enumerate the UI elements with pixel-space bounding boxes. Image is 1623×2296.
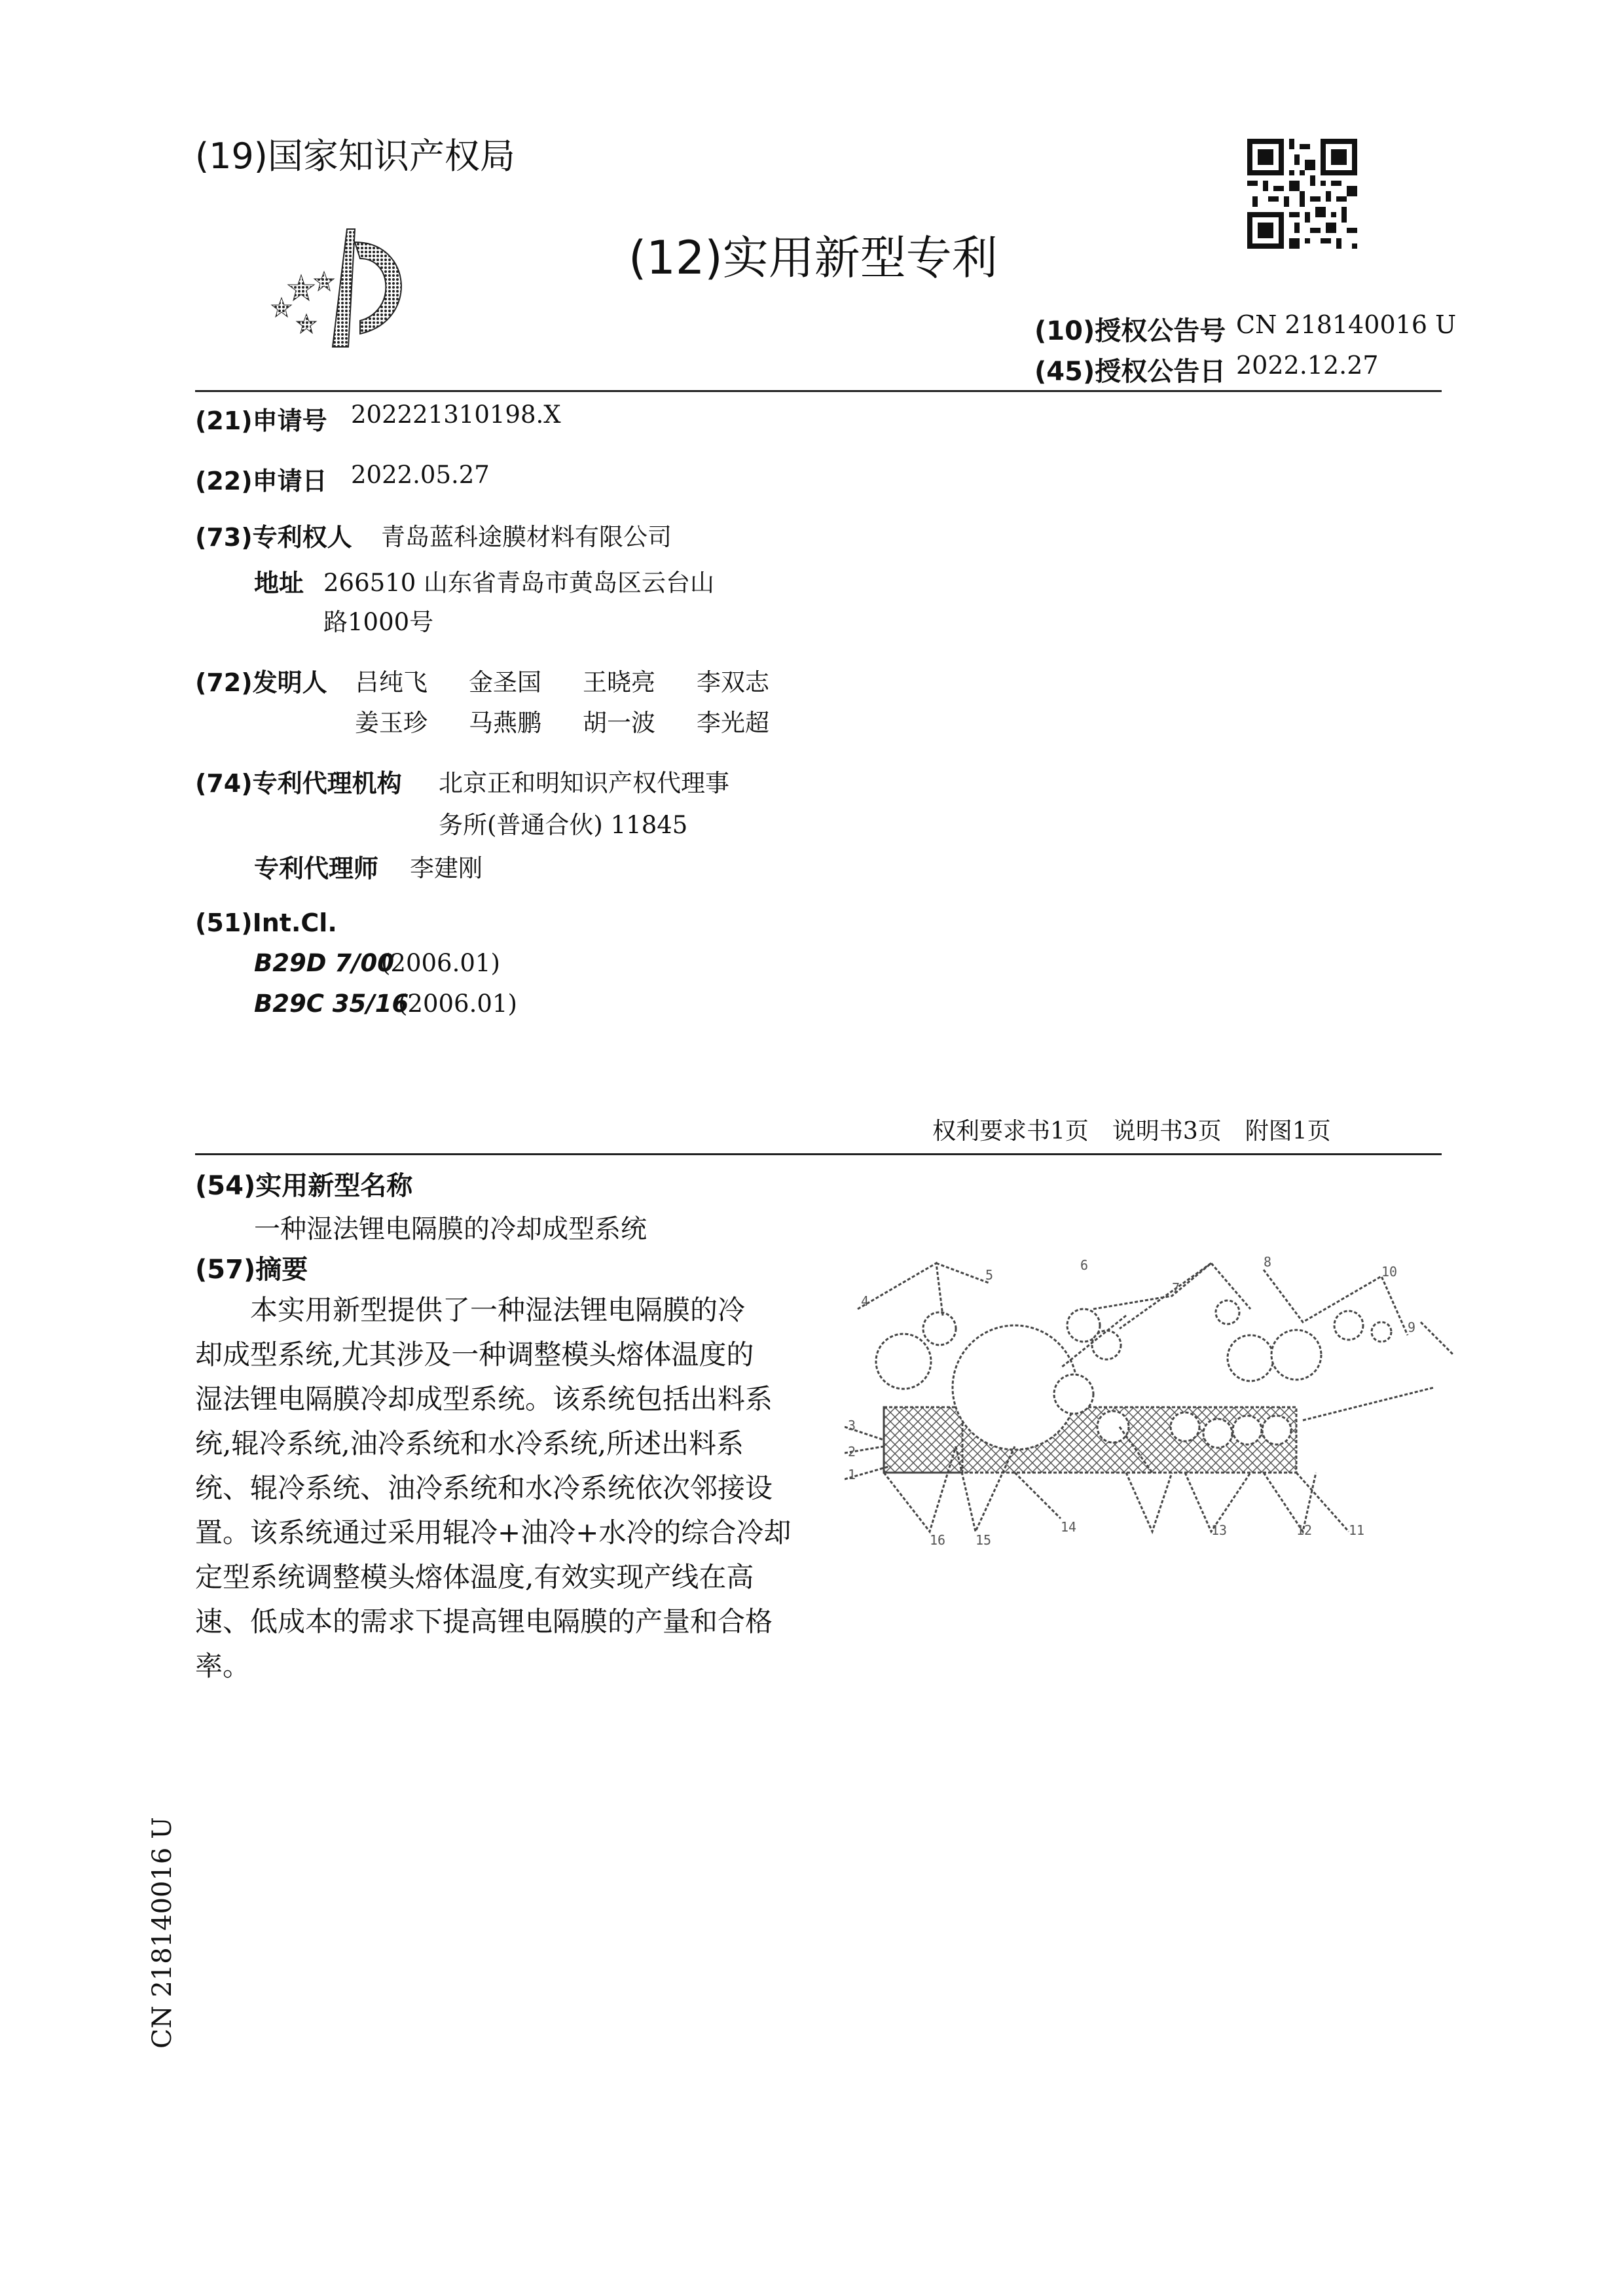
inventor-name: 王晓亮	[583, 668, 655, 696]
patentee-label: (73)专利权人	[195, 523, 352, 552]
figure-label: 8	[1264, 1257, 1272, 1270]
figure-label: 13	[1211, 1522, 1228, 1538]
figure-label: 6	[1080, 1257, 1089, 1273]
figure-label: 2	[848, 1444, 856, 1460]
abstract-line: 统,辊冷系统,油冷系统和水冷系统,所述出料系	[195, 1427, 744, 1460]
figure-label: 1	[848, 1467, 856, 1482]
intcl-version: (2006.01)	[398, 990, 517, 1018]
figure-label: 15	[976, 1532, 992, 1548]
figure-label: 9	[1408, 1319, 1416, 1335]
cooling-tank	[884, 1407, 1296, 1473]
agency-line-2: 务所(普通合伙) 11845	[439, 811, 688, 839]
qr-code-icon	[1247, 139, 1357, 249]
abstract-line: 定型系统调整模头熔体温度,有效实现产线在高	[195, 1561, 754, 1593]
abstract-line: 速、低成本的需求下提高锂电隔膜的产量和合格	[195, 1605, 773, 1638]
office-name: (19)国家知识产权局	[195, 135, 515, 177]
document-type: (12)实用新型专利	[629, 231, 998, 285]
intcl-label: (51)Int.Cl.	[195, 908, 337, 937]
app-date-value: 2022.05.27	[351, 461, 490, 489]
header-divider	[195, 390, 1442, 392]
inventor-name: 马燕鹏	[469, 709, 541, 737]
agent-label: 专利代理师	[254, 854, 379, 883]
abstract-line: 湿法锂电隔膜冷却成型系统。该系统包括出料系	[195, 1383, 773, 1415]
inventors-label: (72)发明人	[195, 668, 327, 697]
agency-label: (74)专利代理机构	[195, 769, 402, 798]
figure-label: 3	[848, 1418, 856, 1433]
intcl-code: B29D 7/00	[254, 949, 395, 977]
app-no-value: 202221310198.X	[351, 401, 561, 429]
title-label: (54)实用新型名称	[195, 1171, 413, 1201]
inventor-name: 姜玉珍	[355, 709, 428, 737]
abstract-label: (57)摘要	[195, 1255, 308, 1285]
side-publication-number: CN 218140016 U	[147, 1817, 177, 2049]
abstract-line: 却成型系统,尤其涉及一种调整模头熔体温度的	[195, 1338, 754, 1371]
inventor-name: 李双志	[697, 668, 769, 696]
figure-label: 12	[1296, 1522, 1313, 1538]
figure-label: 4	[861, 1293, 869, 1309]
abstract-line: 统、辊冷系统、油冷系统和水冷系统依次邻接设	[195, 1472, 773, 1504]
inventor-name: 胡一波	[583, 709, 655, 737]
utility-model-title: 一种湿法锂电隔膜的冷却成型系统	[254, 1214, 647, 1244]
figure-label: 10	[1381, 1264, 1398, 1280]
pub-date-label: (45)授权公告日	[1034, 357, 1226, 387]
abstract-line: 置。该系统通过采用辊冷+油冷+水冷的综合冷却	[195, 1516, 792, 1549]
figure-label: 5	[985, 1267, 994, 1283]
pub-no-label: (10)授权公告号	[1034, 316, 1226, 346]
inventor-name: 李光超	[697, 709, 769, 737]
address-line-1: 266510 山东省青岛市黄岛区云台山	[323, 569, 715, 597]
abstract-line: 率。	[195, 1650, 251, 1682]
pub-no-value: CN 218140016 U	[1236, 310, 1457, 339]
pages-summary: 权利要求书1页 说明书3页 附图1页	[932, 1118, 1331, 1145]
app-no-label: (21)申请号	[195, 406, 327, 435]
agent-value: 李建刚	[410, 854, 483, 882]
figure-label: 16	[930, 1532, 946, 1548]
section-divider	[195, 1153, 1442, 1155]
pub-date-value: 2022.12.27	[1236, 351, 1379, 380]
app-date-label: (22)申请日	[195, 467, 327, 495]
inventor-name: 金圣国	[469, 668, 541, 696]
abstract-figure	[845, 1257, 1453, 1564]
intcl-version: (2006.01)	[381, 949, 500, 977]
intcl-code: B29C 35/16	[254, 990, 409, 1018]
inventor-name: 吕纯飞	[355, 668, 428, 696]
figure-label: 14	[1061, 1519, 1077, 1535]
address-line-2: 路1000号	[323, 608, 434, 636]
figure-label: 7	[1172, 1280, 1180, 1296]
agency-line-1: 北京正和明知识产权代理事	[439, 769, 729, 797]
abstract-line: 本实用新型提供了一种湿法锂电隔膜的冷	[195, 1294, 746, 1326]
figure-label: 11	[1349, 1522, 1365, 1538]
address-label: 地址	[254, 569, 304, 598]
abstract-text	[195, 1288, 792, 1689]
patentee-value: 青岛蓝科途膜材料有限公司	[381, 523, 672, 551]
cnipa-logo-icon	[262, 223, 458, 353]
